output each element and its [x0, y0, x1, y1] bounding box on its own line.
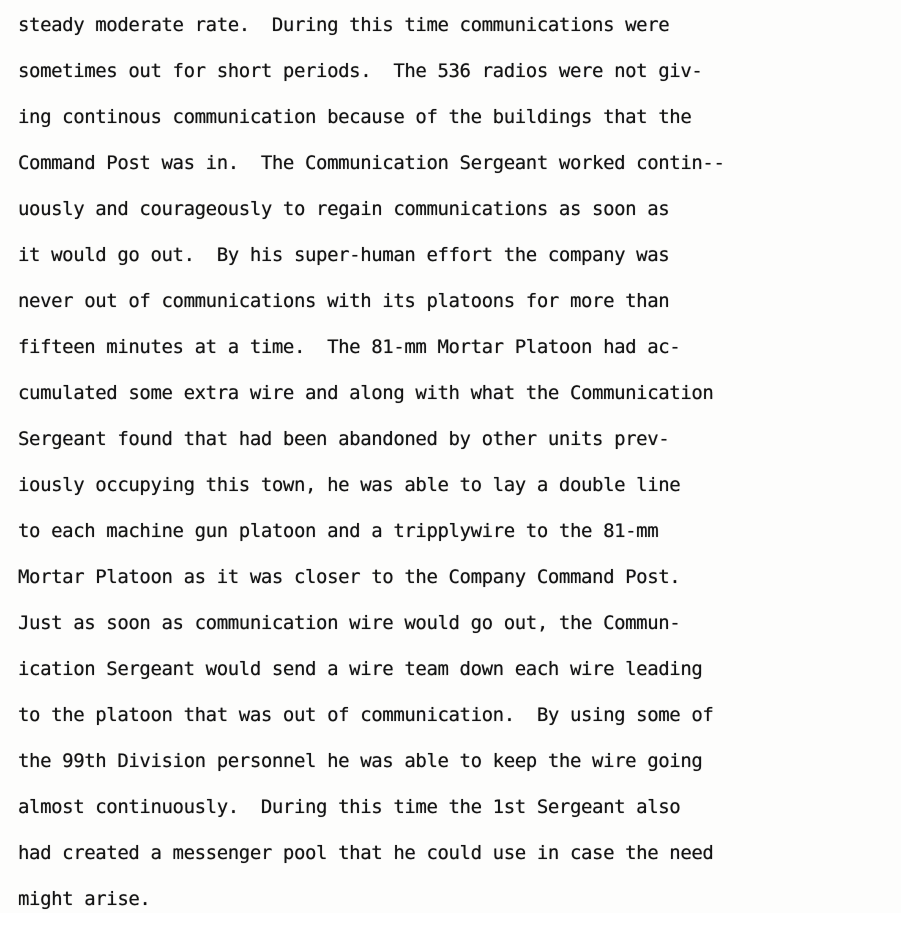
- text-line: sometimes out for short periods. The 536 radios were not giv-: [18, 60, 703, 82]
- text-line: Sergeant found that had been abandoned by other units prev-: [18, 428, 670, 450]
- text-line: fifteen minutes at a time. The 81-mm Mortar Platoon had ac-: [18, 336, 681, 358]
- text-line: iously occupying this town, he was able to lay a double line: [18, 474, 681, 496]
- text-line: uously and courageously to regain communications as soon as: [18, 198, 670, 220]
- text-line: Just as soon as communication wire would go out, the Commun-: [18, 612, 681, 634]
- text-line: ing continous communication because of the buildings that the: [18, 106, 692, 128]
- text-line: ication Sergeant would send a wire team down each wire leading: [18, 658, 703, 680]
- text-line: never out of communications with its platoons for more than: [18, 290, 670, 312]
- text-line: almost continuously. During this time the 1st Sergeant also: [18, 796, 681, 818]
- text-line: the 99th Division personnel he was able to keep the wire going: [18, 750, 703, 772]
- text-line: steady moderate rate. During this time communications were: [18, 14, 670, 36]
- text-line: it would go out. By his super-human effort the company was: [18, 244, 670, 266]
- text-line: to the platoon that was out of communication. By using some of: [18, 704, 714, 726]
- text-line: to each machine gun platoon and a tripplywire to the 81-mm: [18, 520, 659, 542]
- text-line: Mortar Platoon as it was closer to the Company Command Post.: [18, 566, 681, 588]
- text-line: had created a messenger pool that he could use in case the need: [18, 842, 714, 864]
- text-line: cumulated some extra wire and along with what the Communication: [18, 382, 714, 404]
- text-line: might arise.: [18, 888, 151, 910]
- text-line: Command Post was in. The Communication Sergeant worked contin--: [18, 152, 725, 174]
- body-text: [18, 10, 898, 930]
